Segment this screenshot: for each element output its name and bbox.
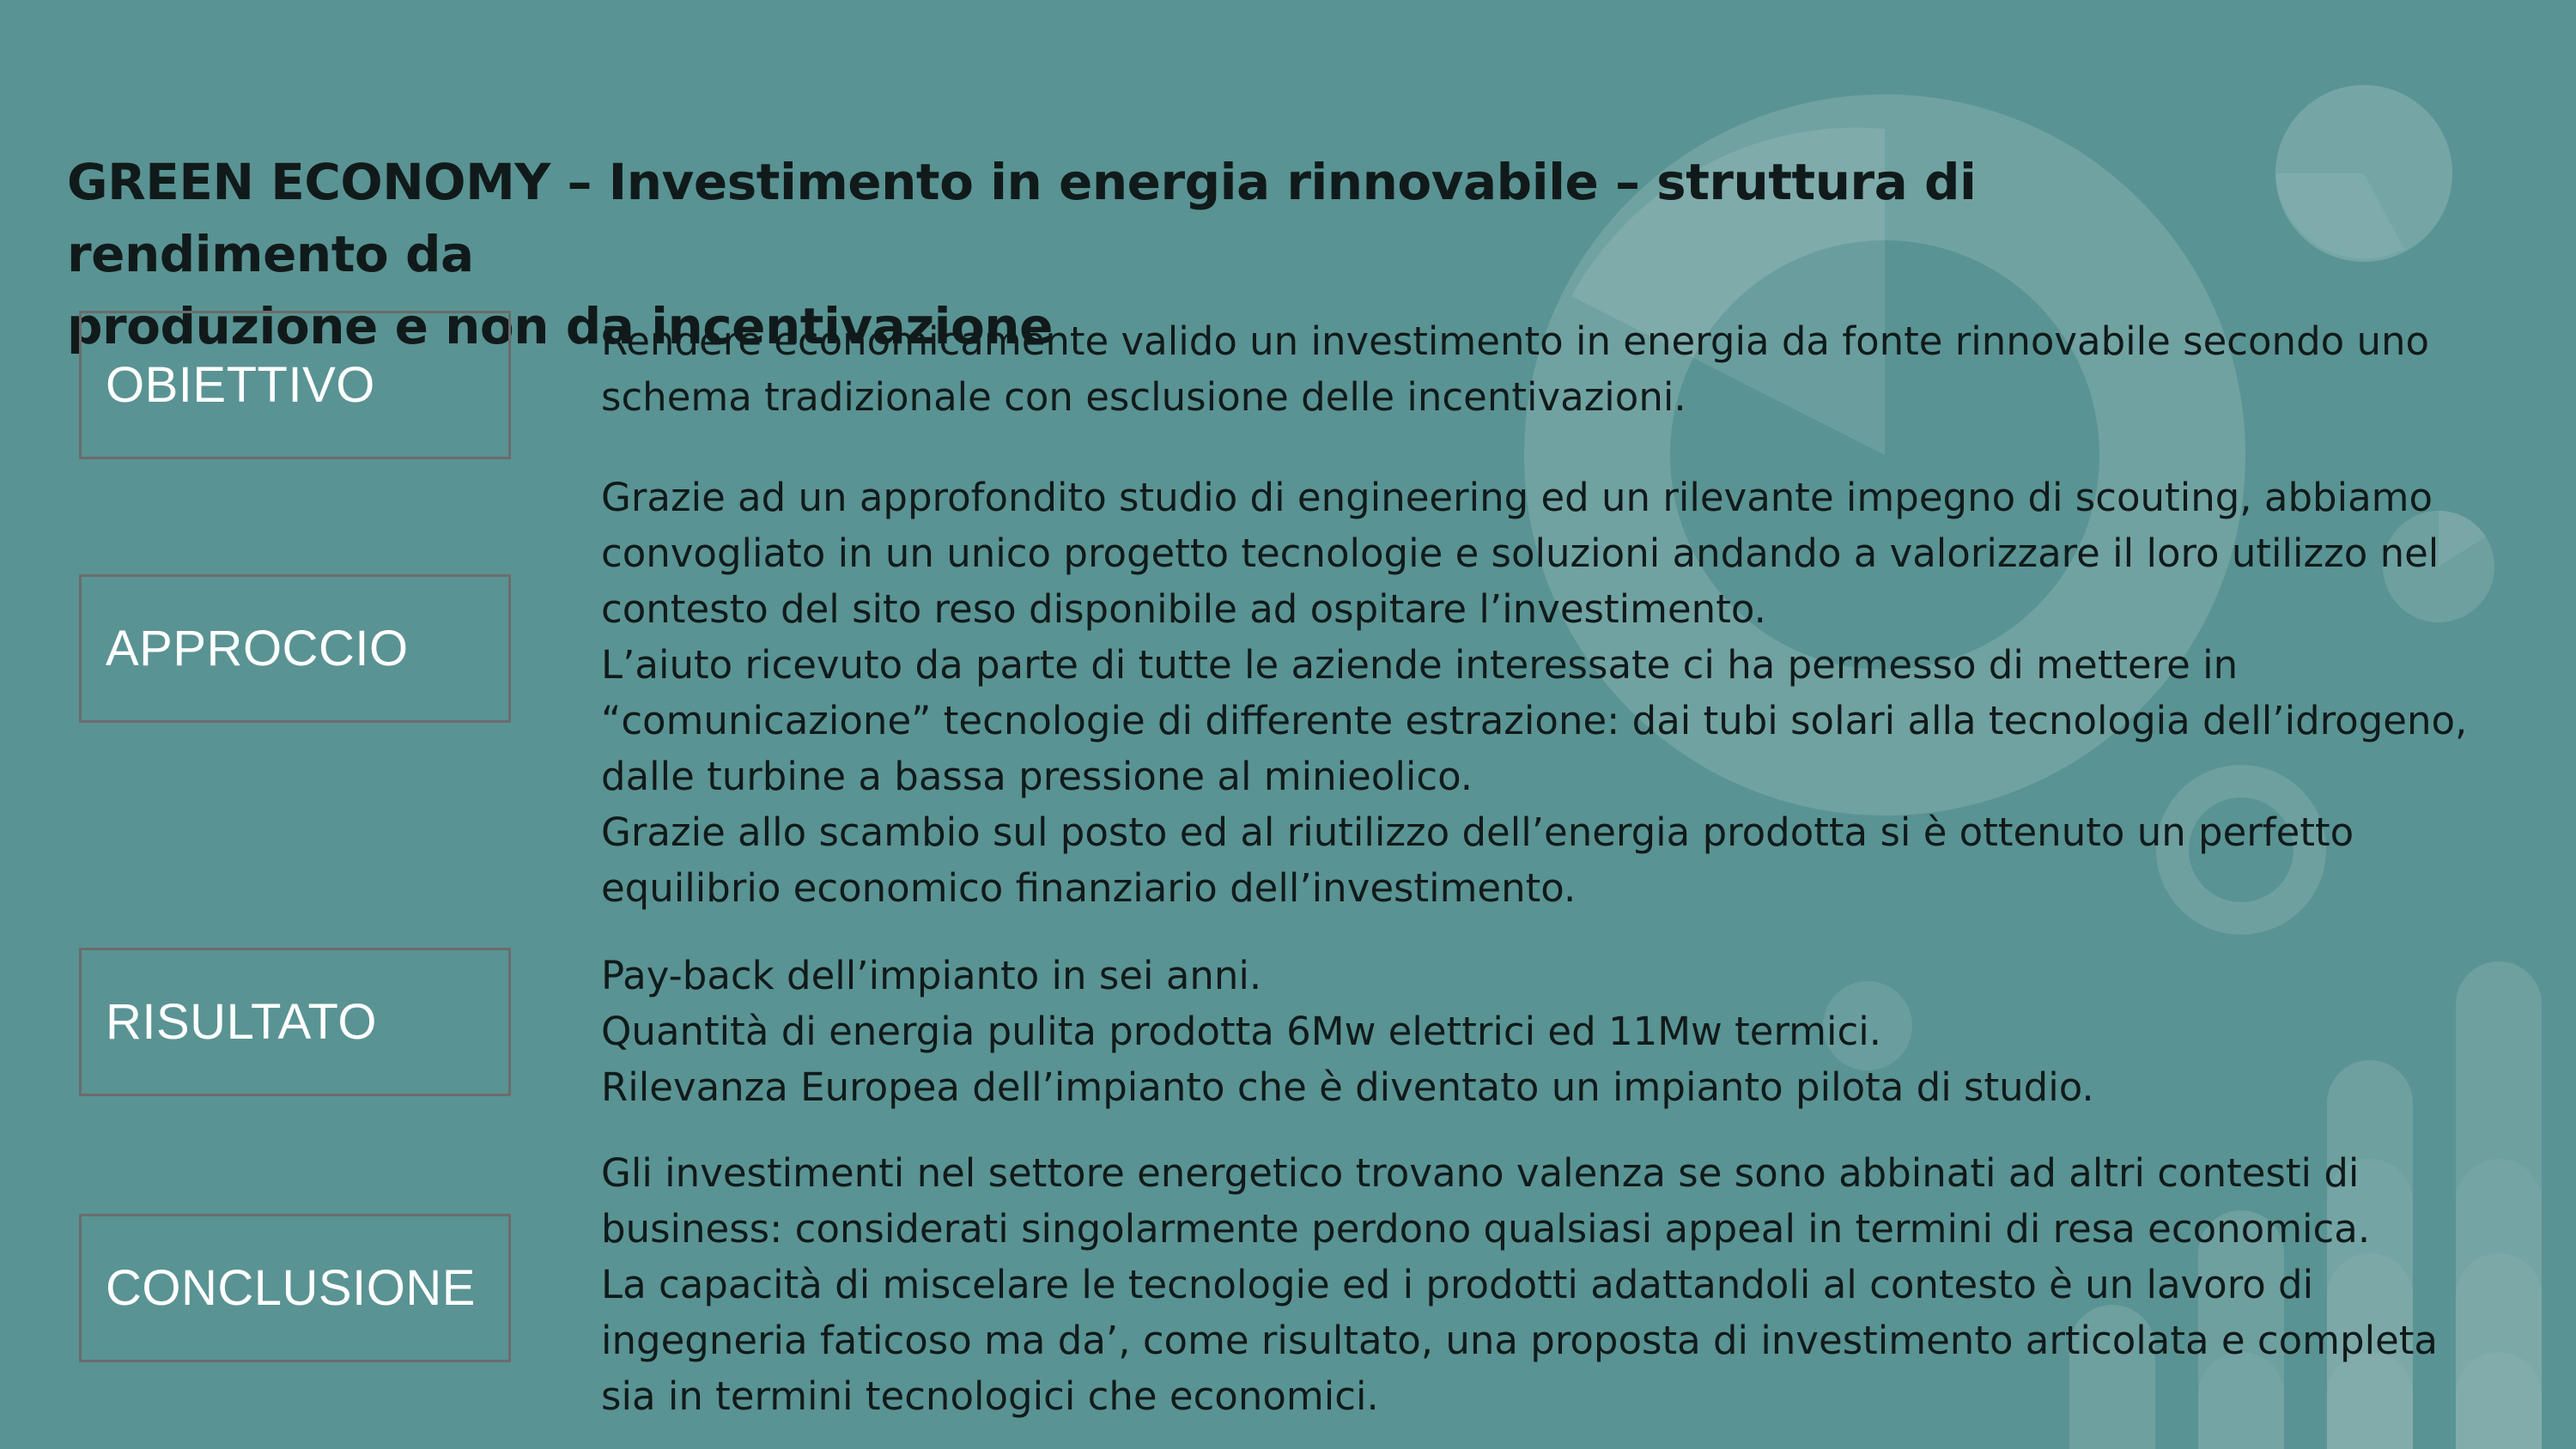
text-line: Grazie ad un approfondito studio di engineering ed un rilevante impegno di scouting, abbiamo bbox=[601, 475, 2433, 520]
text-line: dalle turbine a bassa pressione al minieolico. bbox=[601, 754, 1473, 799]
text-line: Gli investimenti nel settore energetico trovano valenza se sono abbinati ad altri contesti di bbox=[601, 1150, 2360, 1196]
text-line: Pay-back dell’impianto in sei anni. bbox=[601, 953, 1262, 998]
text-risultato bbox=[601, 948, 2524, 1115]
text-line: sia in termini tecnologici che economici. bbox=[601, 1373, 1379, 1419]
label-conclusione-text: CONCLUSIONE bbox=[106, 1260, 476, 1316]
text-line: L’aiuto ricevuto da parte di tutte le aziende interessate ci ha permesso di mettere in bbox=[601, 642, 2239, 688]
text-line: Rilevanza Europea dell’impianto che è diventato un impianto pilota di studio. bbox=[601, 1064, 2094, 1110]
text-line: Grazie allo scambio sul posto ed al riutilizzo dell’energia prodotta si è ottenuto un perfetto bbox=[601, 809, 2354, 855]
label-approccio bbox=[79, 574, 511, 723]
text-obiettivo bbox=[601, 313, 2524, 425]
label-obiettivo bbox=[79, 311, 511, 459]
decor-pie-large-slice bbox=[2275, 173, 2404, 258]
text-line: Rendere economicamente valido un investimento in energia da fonte rinnovabile secondo uno bbox=[601, 318, 2430, 364]
label-risultato-text: RISULTATO bbox=[106, 994, 378, 1050]
text-line: ingegneria faticoso ma da’, come risultato, una proposta di investimento articolata e completa bbox=[601, 1318, 2438, 1363]
text-line: schema tradizionale con esclusione delle incentivazioni. bbox=[601, 374, 1686, 420]
text-line: equilibrio economico finanziario dell’investimento. bbox=[601, 865, 1577, 911]
label-conclusione bbox=[79, 1214, 511, 1362]
text-line: La capacità di miscelare le tecnologie ed i prodotti adattandoli al contesto è un lavoro di bbox=[601, 1262, 2314, 1307]
text-line: business: considerati singolarmente perdono qualsiasi appeal in termini di resa economica. bbox=[601, 1206, 2371, 1252]
label-obiettivo-text: OBIETTIVO bbox=[106, 357, 375, 413]
text-conclusione bbox=[601, 1145, 2524, 1424]
text-line: convogliato in un unico progetto tecnologie e soluzioni andando a valorizzare il loro utilizzo nel bbox=[601, 530, 2439, 576]
text-line: Quantità di energia pulita prodotta 6Mw elettrici ed 11Mw termici. bbox=[601, 1009, 1882, 1054]
text-line: “comunicazione” tecnologie di differente estrazione: dai tubi solari alla tecnologia dell’idrogeno, bbox=[601, 698, 2468, 743]
page-title-line-1: GREEN ECONOMY – Investimento in energia rinnovabile – struttura di rendimento da bbox=[67, 153, 1977, 283]
decor-pie-large bbox=[2275, 85, 2452, 262]
label-risultato bbox=[79, 948, 511, 1096]
label-approccio-text: APPROCCIO bbox=[106, 621, 409, 676]
text-approccio bbox=[601, 470, 2524, 916]
text-line: contesto del sito reso disponibile ad ospitare l’investimento. bbox=[601, 586, 1766, 632]
page-title-line-2: produzione e non da incentivazione bbox=[67, 297, 1053, 355]
